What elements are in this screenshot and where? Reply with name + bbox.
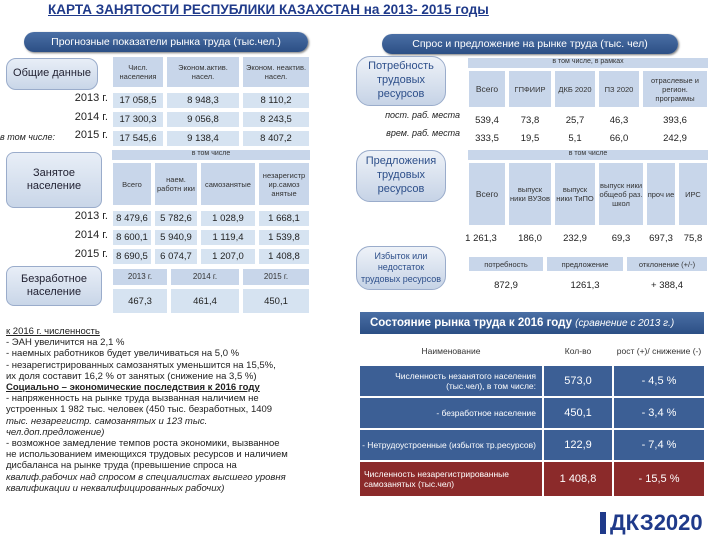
note-line: чел.доп.предложение) xyxy=(6,426,105,438)
note-line: устроенных 1 982 тыс. человек (450 тыс. безработных, 1409 xyxy=(6,404,273,416)
notes-block xyxy=(6,326,350,494)
table-cell: 1 119,4 xyxy=(200,229,256,246)
year-label: 2014 г. xyxy=(74,111,108,123)
row-label: пост. раб. места xyxy=(385,110,460,120)
state-title: Состояние рынка труда к 2016 году xyxy=(370,317,572,329)
header-schools: выпуск ники общеоб раз. школ xyxy=(598,162,644,226)
dkz-logo xyxy=(600,510,704,536)
note-line: не использованием имеющихся трудовых ресурсов и наличием xyxy=(6,449,288,461)
header-name: Наименование xyxy=(360,338,542,364)
note-line: квалиф.рабочих над спросом в специалистах высшего уровня xyxy=(6,471,286,483)
need-label: Потребность трудовых ресурсов xyxy=(356,56,446,106)
header-self-employed: самозанятые xyxy=(200,162,256,206)
header-universities: выпуск ники ВУЗов xyxy=(508,162,552,226)
table-cell: 1 668,1 xyxy=(258,210,310,227)
header-change: рост (+)/ снижение (-) xyxy=(614,338,704,364)
offer-label: Предложения трудовых ресурсов xyxy=(356,150,446,202)
header-active: Эконом.актив. насел. xyxy=(166,56,240,88)
table-cell: 467,3 xyxy=(112,288,168,314)
table-cell: 5 940,9 xyxy=(154,229,198,246)
table-cell: 5,1 xyxy=(554,130,596,146)
header-deviation: отклонение (+/-) xyxy=(626,256,708,272)
year-label: 2015 г. xyxy=(74,129,108,141)
state-row-change: - 4,5 % xyxy=(614,366,704,396)
table-cell: 1 028,9 xyxy=(200,210,256,227)
header-year: 2013 г. xyxy=(112,268,168,286)
table-cell: 872,9 xyxy=(468,276,544,294)
table-cell: 17 545,6 xyxy=(112,130,164,147)
table-cell: 73,8 xyxy=(508,112,552,128)
header-pz: ПЗ 2020 xyxy=(598,70,640,108)
state-row-change: - 15,5 % xyxy=(614,462,704,496)
state-title-note: (сравнение с 2013 г.) xyxy=(575,317,675,329)
year-label: 2015 г. xyxy=(74,248,108,260)
table-cell: 8 243,5 xyxy=(242,111,310,128)
note-line: тыс. незарегистр. самозанятых и 123 тыс. xyxy=(6,415,208,427)
state-row-name: Численность незарегистрированные самозанятых (тыс.чел) xyxy=(360,462,542,496)
state-row-name: - Нетрудоустроенные (избыток тр.ресурсов) xyxy=(360,430,542,460)
table-cell: 539,4 xyxy=(468,112,506,128)
table-cell: 1 408,8 xyxy=(258,248,310,265)
note-line: к 2016 г. численность xyxy=(6,326,100,337)
need-incl: в том числе, в рамках xyxy=(468,58,708,68)
table-cell: 1 539,8 xyxy=(258,229,310,246)
table-cell: 461,4 xyxy=(170,288,240,314)
header-total: Всего xyxy=(468,70,506,108)
table-cell: 697,3 xyxy=(646,230,676,246)
table-cell: 8 600,1 xyxy=(112,229,152,246)
table-cell: 333,5 xyxy=(468,130,506,146)
note-line: дисбаланса на рынке труда (превышение спроса на xyxy=(6,460,237,472)
table-cell: 19,5 xyxy=(508,130,552,146)
table-cell: 75,8 xyxy=(678,230,708,246)
header-gpfiir: ГПФИИР xyxy=(508,70,552,108)
header-irs: ИРС xyxy=(678,162,708,226)
state-row-change: - 7,4 % xyxy=(614,430,704,460)
table-cell: 8 948,3 xyxy=(166,92,240,109)
offer-incl: в том числе xyxy=(468,150,708,160)
table-cell: 1 261,3 xyxy=(456,230,506,246)
table-cell: 242,9 xyxy=(642,130,708,146)
state-row-change: - 3,4 % xyxy=(614,398,704,428)
header-year: 2014 г. xyxy=(170,268,240,286)
note-line: - возможное замедление темпов роста экономики, вызванное xyxy=(6,438,280,450)
header-total: Всего xyxy=(468,162,506,226)
note-line: квалификации и неквалифицированных рабочих) xyxy=(6,482,225,494)
state-row-name: - безработное население xyxy=(360,398,542,428)
table-cell: 393,6 xyxy=(642,112,708,128)
header-need: потребность xyxy=(468,256,544,272)
table-cell: 69,3 xyxy=(598,230,644,246)
table-cell: 46,3 xyxy=(598,112,640,128)
table-cell: 6 074,7 xyxy=(154,248,198,265)
year-label: 2013 г. xyxy=(74,210,108,222)
page-title: КАРТА ЗАНЯТОСТИ РЕСПУБЛИКИ КАЗАХСТАН на 2013- 2015 годы xyxy=(48,2,489,17)
state-row-value: 450,1 xyxy=(544,398,612,428)
note-line: Социально – экономические последствия к 2016 году xyxy=(6,382,260,394)
unemployed-label: Безработное население xyxy=(6,266,102,306)
header-population: Числ. населения xyxy=(112,56,164,88)
table-cell: 17 300,3 xyxy=(112,111,164,128)
employed-label: Занятое население xyxy=(6,152,102,208)
note-line: - наемных работников будет увеличиваться на 5,0 % xyxy=(6,348,240,360)
state-row-value: 573,0 xyxy=(544,366,612,396)
table-cell: 8 407,2 xyxy=(242,130,310,147)
note-line: - незарегистрированных самозанятых уменьшится на 15,5%, xyxy=(6,359,276,371)
table-cell: 450,1 xyxy=(242,288,310,314)
table-cell: 8 690,5 xyxy=(112,248,152,265)
header-tipo: выпуск ники ТиПО xyxy=(554,162,596,226)
row-label: врем. раб. места xyxy=(386,128,460,138)
note-line: - напряженность на рынке труда вызванная наличием не xyxy=(6,393,259,405)
logo-text: ДКЗ2020 xyxy=(610,510,703,535)
header-count: Кол-во xyxy=(544,338,612,364)
general-data-label: Общие данные xyxy=(6,58,98,90)
employed-incl: в том числе xyxy=(112,150,310,160)
header-offer: предложение xyxy=(546,256,624,272)
header-programs: отраслевые и регион. программы xyxy=(642,70,708,108)
table-cell: 232,9 xyxy=(554,230,596,246)
surplus-label: Избыток или недостаток трудовых ресурсов xyxy=(356,246,446,290)
header-dkb: ДКБ 2020 xyxy=(554,70,596,108)
state-row-value: 1 408,8 xyxy=(544,462,612,496)
demand-banner: Спрос и предложение на рынке труда (тыс. чел) xyxy=(382,34,678,54)
table-cell: 8 479,6 xyxy=(112,210,152,227)
state-row-value: 122,9 xyxy=(544,430,612,460)
year-label: 2014 г. xyxy=(74,229,108,241)
header-total: Всего xyxy=(112,162,152,206)
header-hired: наем. работн ики xyxy=(154,162,198,206)
header-year: 2015 г. xyxy=(242,268,310,286)
table-cell: 5 782,6 xyxy=(154,210,198,227)
header-other: проч ие xyxy=(646,162,676,226)
table-cell: 1 207,0 xyxy=(200,248,256,265)
table-cell: 8 110,2 xyxy=(242,92,310,109)
table-cell: + 388,4 xyxy=(626,276,708,294)
table-cell: 66,0 xyxy=(598,130,640,146)
note-line: - ЭАН увеличится на 2,1 % xyxy=(6,337,125,349)
header-unregistered: незарегистр ир.самоз анятые xyxy=(258,162,310,206)
forecast-banner: Прогнозные показатели рынка труда (тыс.чел.) xyxy=(24,32,308,52)
logo-bar-icon xyxy=(600,512,606,534)
state-row-name: Численность незанятого населения (тыс.чел), в том числе: xyxy=(360,366,542,396)
note-line: их доля составит 16,2 % от занятых (снижение на 3,5 %) xyxy=(6,370,257,382)
table-cell: 9 056,8 xyxy=(166,111,240,128)
state-title-bar xyxy=(360,312,704,334)
table-cell: 1261,3 xyxy=(546,276,624,294)
table-cell: 25,7 xyxy=(554,112,596,128)
table-cell: 186,0 xyxy=(508,230,552,246)
incl-label: в том числе: xyxy=(0,132,56,142)
table-cell: 9 138,4 xyxy=(166,130,240,147)
table-cell: 17 058,5 xyxy=(112,92,164,109)
year-label: 2013 г. xyxy=(74,92,108,104)
header-inactive: Эконом. неактив. насел. xyxy=(242,56,310,88)
